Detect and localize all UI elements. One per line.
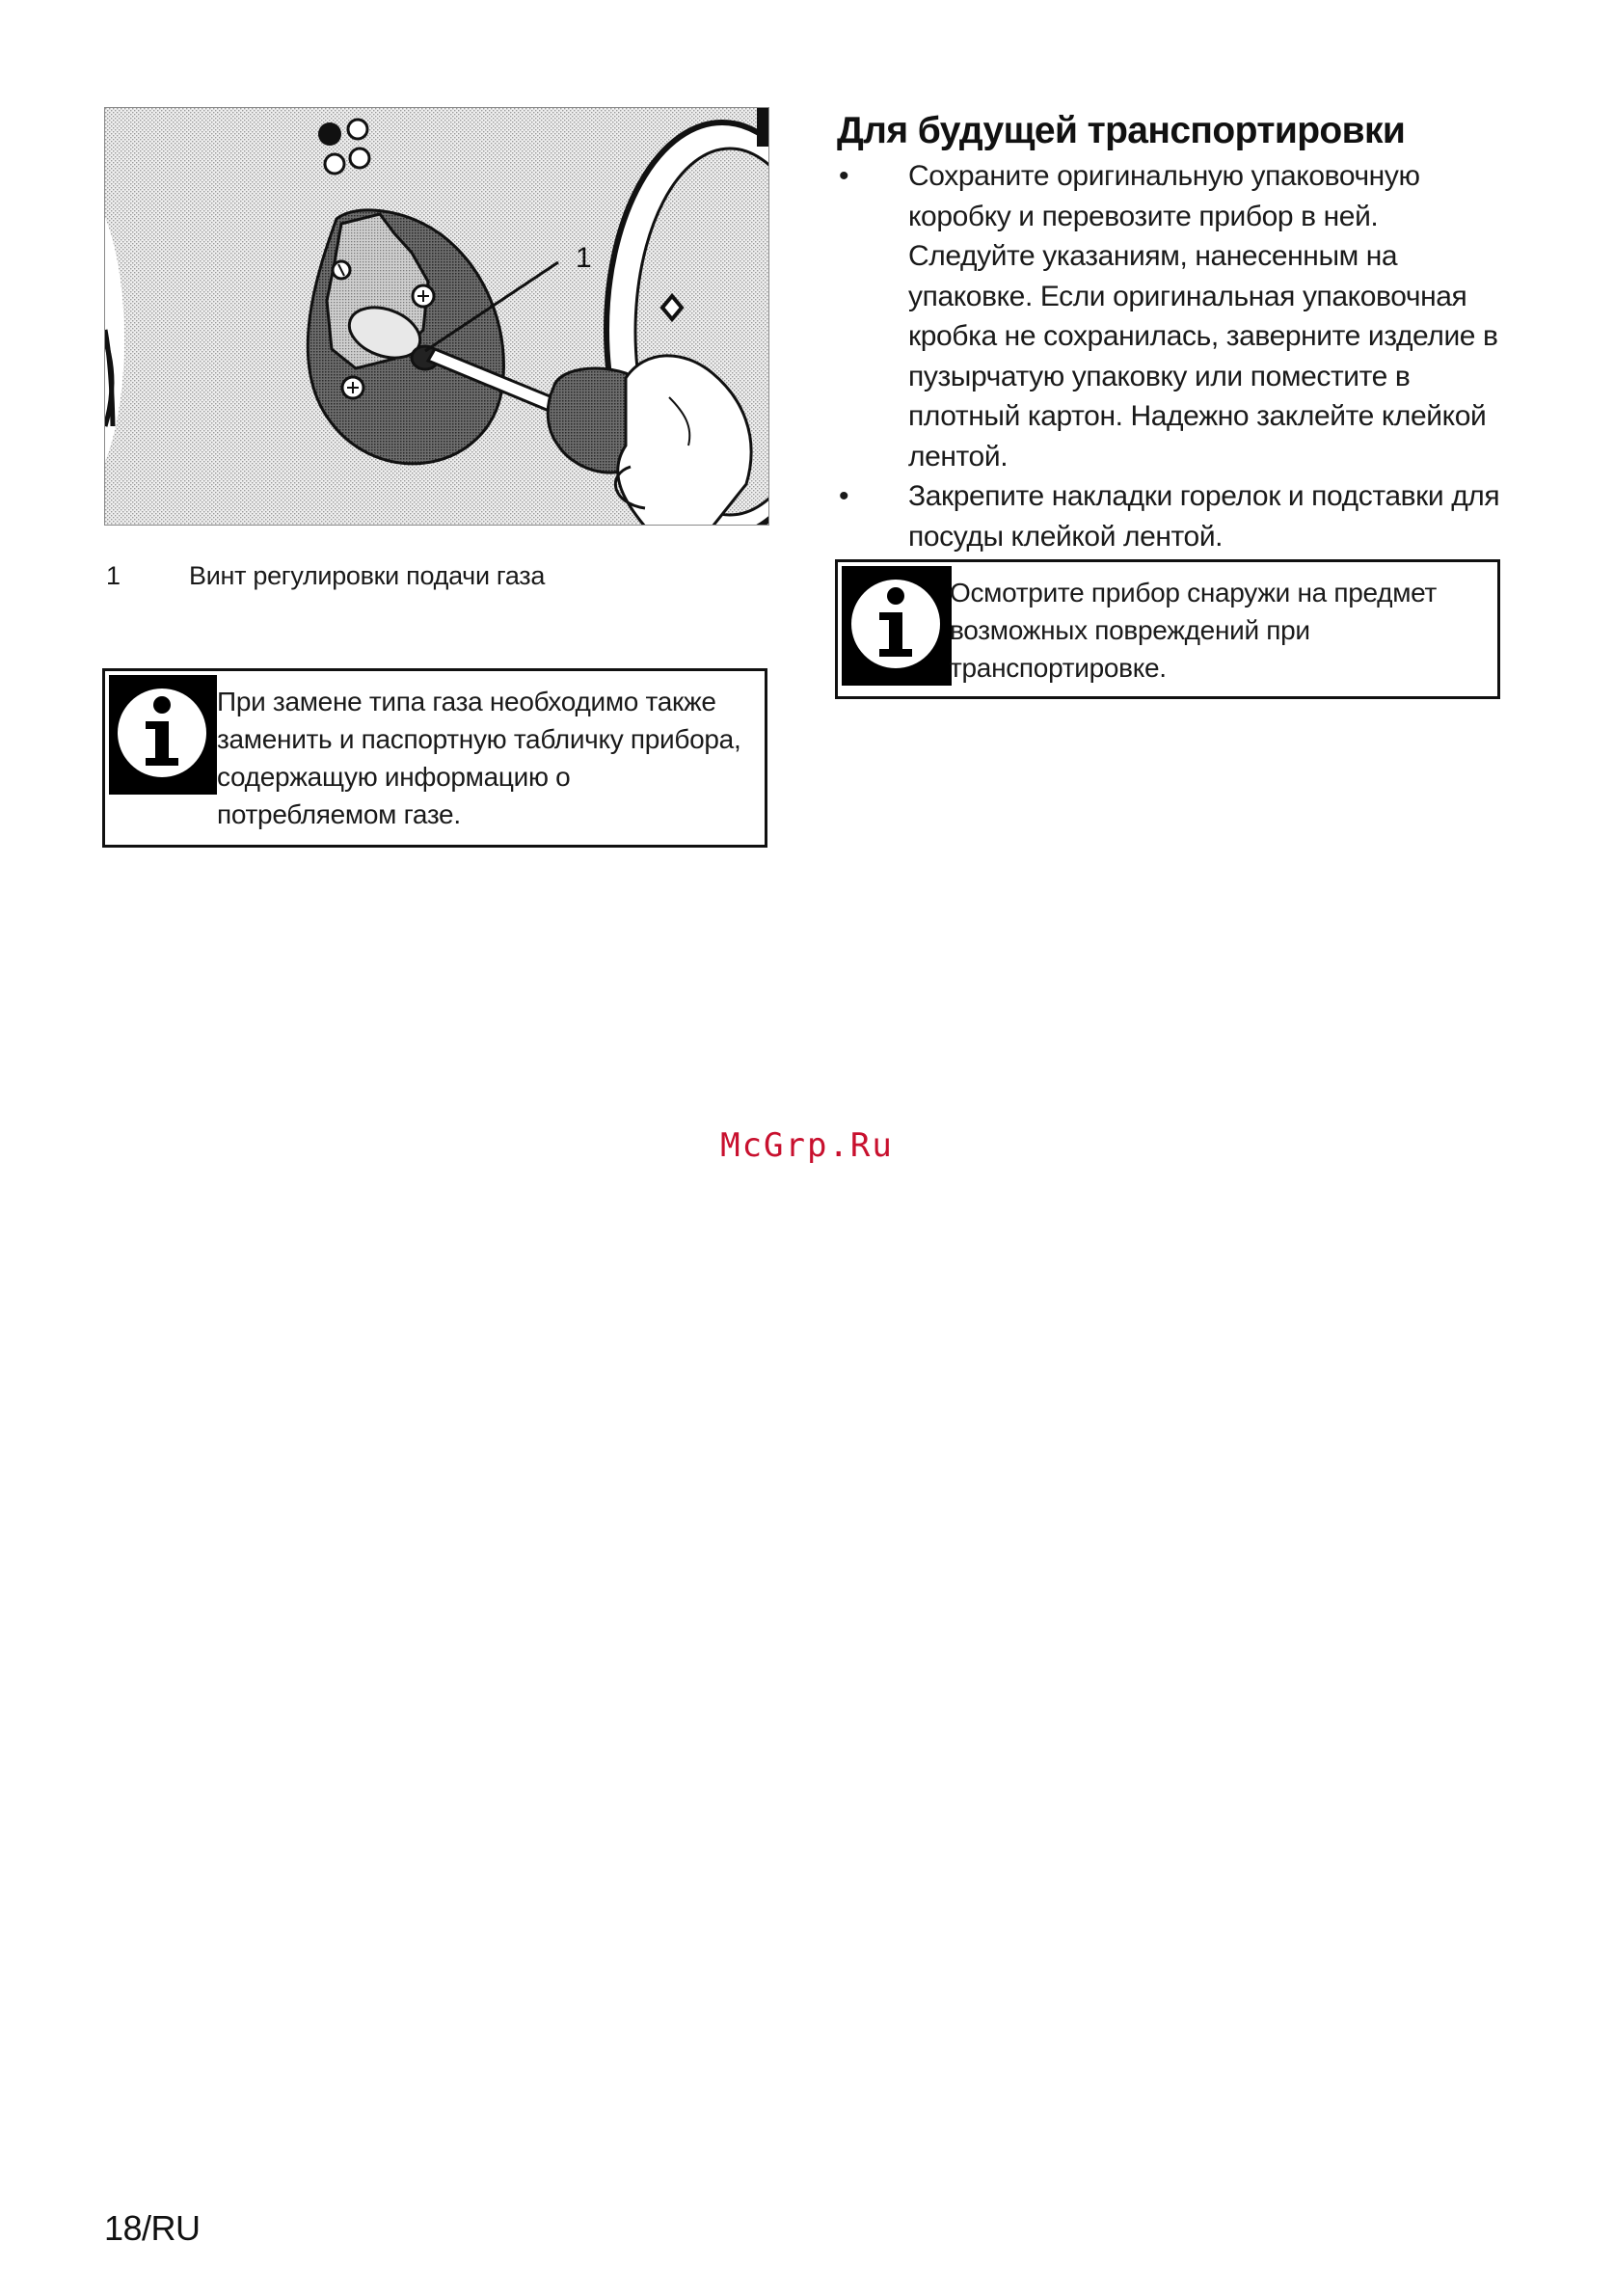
watermark: McGrp.Ru xyxy=(720,1126,894,1165)
list-item xyxy=(837,476,1531,556)
list-line: коробку и перевозите прибор в ней. xyxy=(908,200,1379,232)
list-line: пузырчатую упаковку или поместите в xyxy=(908,360,1411,392)
caption-number: 1 xyxy=(106,561,121,590)
bullet-marker: • xyxy=(839,160,849,192)
note-line: возможных повреждений при xyxy=(950,615,1310,645)
list-line: упаковке. Если оригинальная упаковочная xyxy=(908,280,1467,312)
note-text xyxy=(950,574,1495,687)
list-line: Сохраните оригинальную упаковочную xyxy=(908,160,1420,192)
note-line: потребляемом газе. xyxy=(217,799,461,829)
list-line: Следуйте указаниям, нанесенным на xyxy=(908,240,1398,272)
caption-text: Винт регулировки подачи газа xyxy=(189,561,546,590)
list-line: Закрепите накладки горелок и подставки для xyxy=(908,480,1500,512)
note-line: транспортировке. xyxy=(950,653,1167,683)
note-line: Осмотрите прибор снаружи на предмет xyxy=(950,578,1438,608)
info-icon xyxy=(842,566,952,686)
list-item xyxy=(837,156,1531,476)
bullet-marker: • xyxy=(839,480,849,512)
gas-screw-illustration xyxy=(104,107,769,526)
list-line: кробка не сохранилась, заверните изделие в xyxy=(908,320,1498,352)
info-icon xyxy=(109,675,217,795)
info-note-gas-label xyxy=(102,668,767,848)
list-line: посуды клейкой лентой. xyxy=(908,520,1224,553)
note-line: заменить и паспортную табличку прибора, xyxy=(217,724,741,754)
note-line: При замене типа газа необходимо также xyxy=(217,687,716,716)
page-number: 18/RU xyxy=(104,2208,201,2248)
list-line: плотный картон. Надежно заклейте клейкой xyxy=(908,400,1487,432)
section-heading: Для будущей транспортировки xyxy=(837,110,1406,151)
note-text xyxy=(217,683,763,833)
note-line: содержащую информацию о xyxy=(217,762,571,792)
info-note-inspect xyxy=(835,559,1500,699)
callout-label: 1 xyxy=(576,242,592,274)
illustration-drawing xyxy=(105,108,769,526)
list-line: лентой. xyxy=(908,440,1009,473)
transport-instructions-list xyxy=(837,156,1531,556)
